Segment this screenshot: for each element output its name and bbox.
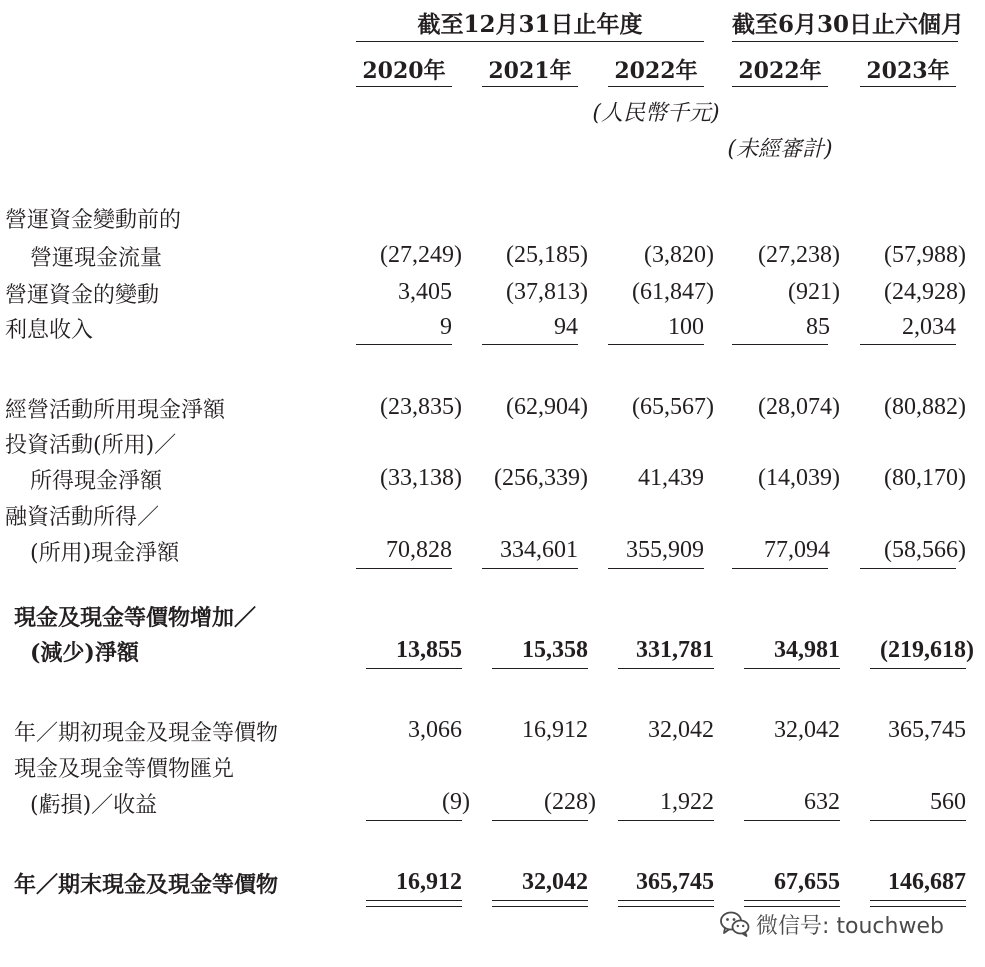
- year-header-2021: 2021年: [488, 58, 572, 84]
- value-cell: (27,249): [380, 242, 462, 268]
- value-cell: 15,358: [522, 637, 588, 663]
- row-label-cash-ending: 年／期末現金及現金等價物: [14, 872, 279, 898]
- row-label-fx-loss-gain: 現金及現金等價物匯兑: [14, 757, 235, 782]
- watermark-text: 微信号: touchweb: [756, 913, 944, 939]
- value-cell: (33,138): [380, 465, 462, 491]
- total-double-rule: [618, 900, 714, 907]
- value-cell: (228): [544, 789, 596, 815]
- value-cell: 2,034: [902, 314, 956, 340]
- value-cell: (57,988): [884, 242, 966, 268]
- row-label-operating-cashflow-before-wc-cont: 營運現金流量: [30, 246, 163, 271]
- row-label-net-increase-cash-cont: (減少)淨額: [30, 640, 139, 666]
- subtotal-rule: [356, 344, 452, 345]
- value-cell: (80,882): [884, 394, 966, 420]
- value-cell: 67,655: [774, 869, 840, 895]
- row-label-fx-loss-gain-cont: (虧損)／收益: [30, 793, 158, 818]
- row-label-net-cash-investing-cont: 所得現金淨額: [30, 469, 163, 494]
- value-cell: (256,339): [494, 465, 588, 491]
- value-cell: (25,185): [506, 242, 588, 268]
- value-cell: (14,039): [758, 465, 840, 491]
- subtotal-rule: [492, 668, 588, 669]
- subtotal-rule: [482, 344, 578, 345]
- subtotal-rule: [356, 568, 452, 569]
- subtotal-rule: [744, 820, 840, 821]
- row-label-operating-cashflow-before-wc: 營運資金變動前的: [5, 208, 182, 233]
- subtotal-rule: [732, 568, 828, 569]
- value-cell: 355,909: [626, 537, 704, 563]
- value-cell: 146,687: [888, 869, 966, 895]
- value-cell: 94: [554, 314, 578, 340]
- year-rule-2020: [356, 86, 452, 87]
- value-cell: (219,618): [880, 637, 974, 663]
- row-label-net-cash-financing: 融資活動所得／: [5, 505, 160, 530]
- value-cell: 560: [930, 789, 966, 815]
- value-cell: (3,820): [644, 242, 714, 268]
- currency-unit-note: (人民幣千元): [592, 101, 720, 126]
- value-cell: 3,405: [398, 279, 452, 305]
- subtotal-rule: [482, 568, 578, 569]
- year-rule-2022b: [732, 86, 828, 87]
- value-cell: 77,094: [764, 537, 830, 563]
- period-header-annual: 截至12月31日止年度: [417, 11, 643, 38]
- total-double-rule: [366, 900, 462, 907]
- value-cell: (58,566): [884, 537, 966, 563]
- value-cell: 32,042: [774, 717, 840, 743]
- value-cell: 70,828: [386, 537, 452, 563]
- subtotal-rule: [366, 820, 462, 821]
- row-label-net-cash-investing: 投資活動(所用)／: [5, 433, 177, 458]
- period-header-interim-rule: [732, 41, 958, 42]
- row-label-working-capital-changes: 營運資金的變動: [5, 283, 160, 308]
- value-cell: (80,170): [884, 465, 966, 491]
- subtotal-rule: [744, 668, 840, 669]
- value-cell: (28,074): [758, 394, 840, 420]
- value-cell: (37,813): [506, 279, 588, 305]
- value-cell: 365,745: [888, 717, 966, 743]
- subtotal-rule: [870, 668, 966, 669]
- value-cell: (65,567): [632, 394, 714, 420]
- row-label-net-increase-cash: 現金及現金等價物增加／: [14, 605, 257, 631]
- value-cell: 365,745: [636, 869, 714, 895]
- value-cell: (921): [788, 279, 840, 305]
- value-cell: 334,601: [500, 537, 578, 563]
- subtotal-rule: [870, 820, 966, 821]
- value-cell: (27,238): [758, 242, 840, 268]
- total-double-rule: [492, 900, 588, 907]
- value-cell: 13,855: [396, 637, 462, 663]
- subtotal-rule: [608, 344, 704, 345]
- subtotal-rule: [860, 344, 956, 345]
- period-header-annual-rule: [356, 41, 704, 42]
- value-cell: 41,439: [638, 465, 704, 491]
- subtotal-rule: [492, 820, 588, 821]
- value-cell: (61,847): [632, 279, 714, 305]
- watermark: [720, 908, 944, 940]
- value-cell: 16,912: [396, 869, 462, 895]
- total-double-rule: [870, 900, 966, 907]
- year-rule-2022a: [608, 86, 704, 87]
- subtotal-rule: [366, 668, 462, 669]
- subtotal-rule: [618, 668, 714, 669]
- value-cell: (23,835): [380, 394, 462, 420]
- row-label-net-cash-operating: 經營活動所用現金淨額: [5, 398, 226, 423]
- value-cell: 632: [804, 789, 840, 815]
- subtotal-rule: [608, 568, 704, 569]
- value-cell: (24,928): [884, 279, 966, 305]
- value-cell: 3,066: [408, 717, 462, 743]
- year-rule-2021: [482, 86, 578, 87]
- value-cell: 1,922: [660, 789, 714, 815]
- unaudited-note: (未經審計): [727, 137, 833, 162]
- value-cell: 34,981: [774, 637, 840, 663]
- wechat-icon: [720, 910, 750, 938]
- value-cell: 32,042: [522, 869, 588, 895]
- year-rule-2023: [860, 86, 956, 87]
- year-header-2023-interim: 2023年: [866, 58, 950, 84]
- value-cell: 331,781: [636, 637, 714, 663]
- value-cell: 85: [806, 314, 830, 340]
- row-label-interest-income: 利息收入: [5, 318, 94, 343]
- subtotal-rule: [732, 344, 828, 345]
- value-cell: (9): [442, 789, 470, 815]
- row-label-net-cash-financing-cont: (所用)現金淨額: [30, 541, 180, 566]
- value-cell: 16,912: [522, 717, 588, 743]
- period-header-interim: 截至6月30日止六個月: [732, 11, 965, 38]
- total-double-rule: [744, 900, 840, 907]
- subtotal-rule: [618, 820, 714, 821]
- value-cell: 9: [440, 314, 452, 340]
- year-header-2020: 2020年: [362, 58, 446, 84]
- subtotal-rule: [860, 568, 956, 569]
- year-header-2022-annual: 2022年: [614, 58, 698, 84]
- row-label-cash-beginning: 年／期初現金及現金等價物: [14, 721, 279, 746]
- value-cell: (62,904): [506, 394, 588, 420]
- value-cell: 100: [668, 314, 704, 340]
- value-cell: 32,042: [648, 717, 714, 743]
- year-header-2022-interim: 2022年: [738, 58, 822, 84]
